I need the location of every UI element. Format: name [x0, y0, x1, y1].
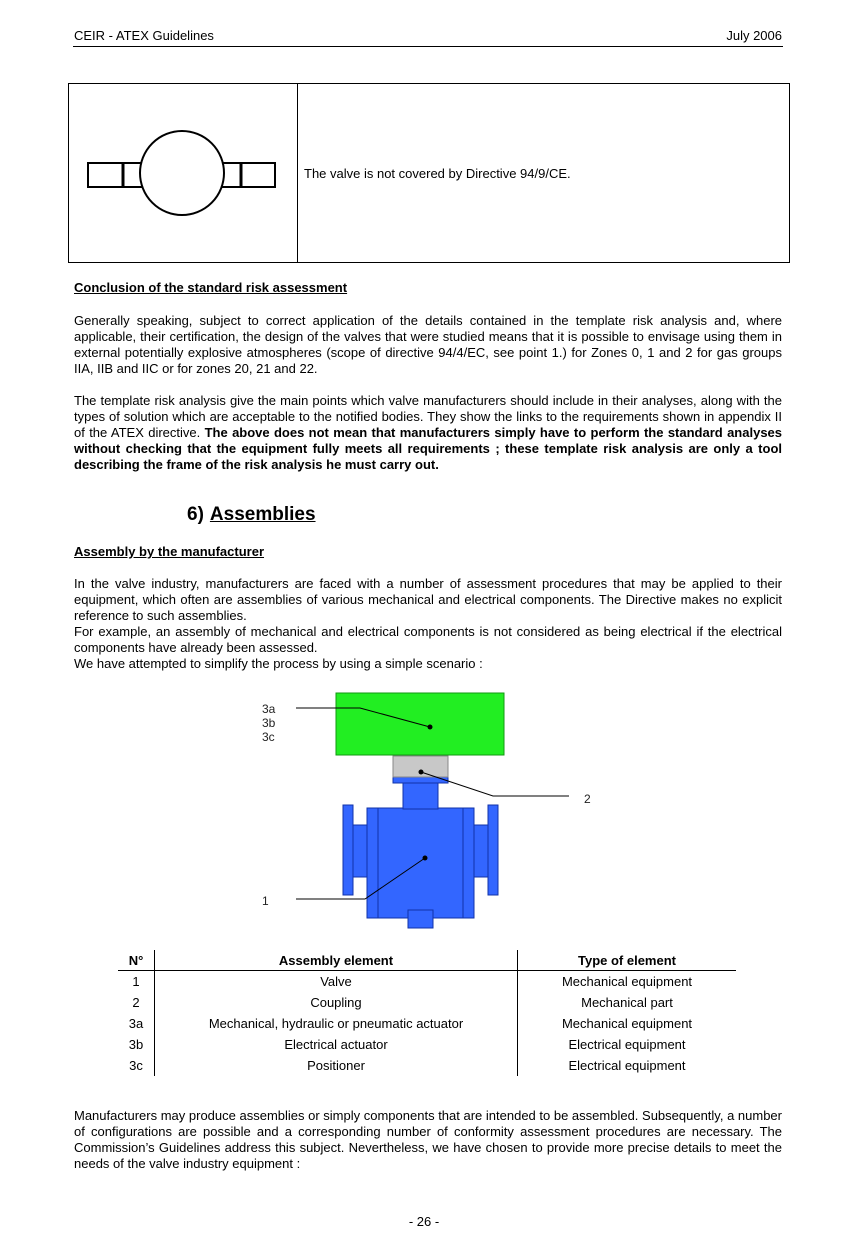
conclusion-heading: Conclusion of the standard risk assessment — [74, 280, 348, 295]
table-row — [118, 971, 736, 993]
row-number: 2 — [118, 992, 155, 1013]
callout-dot-3 — [428, 725, 433, 730]
assembly-table — [118, 950, 736, 1076]
row-number: 3a — [118, 1013, 155, 1034]
conclusion-paragraph-1: Generally speaking, subject to correct application of the details contained in the template risk analysis and, where applicable, their certification, the design of the valves that were studied means that it is possible to envisage using them in external potentially explosive atmospheres (scope of directive 94/4/EC, see point 1.) for Zones 0, 1 and 2 for gas groups IIA, IIB and IIC or for zones 20, 21 and 22. — [74, 313, 782, 376]
closing-paragraph: Manufacturers may produce assemblies or simply components that are intended to be assembled. Subsequently, a number of configurations are possible and a corresponding number of conformity assessment procedures are necessary. The Commission’s Guidelines address this subject. Nevertheless, we have chosen to provide more precise details to meet the needs of the valve industry equipment : — [74, 1108, 782, 1171]
assembly-paragraph-2: For example, an assembly of mechanical and electrical components is not considered as being electrical if the electrical components have already been assessed. — [74, 624, 782, 655]
row-type: Mechanical equipment — [561, 974, 693, 989]
assembly-paragraph-1: In the valve industry, manufacturers are faced with a number of assessment procedures that may be applied to their equipment, which often are assemblies of various mechanical and electrical components. The Directive makes no explicit reference to such assemblies. — [74, 576, 782, 623]
valve-body — [343, 782, 498, 928]
label-3a: 3a — [262, 702, 276, 716]
assembly-heading: Assembly by the manufacturer — [74, 544, 265, 559]
col-header-number: N° — [118, 950, 155, 971]
coupling — [393, 756, 448, 783]
row-type: Electrical equipment — [568, 1058, 686, 1073]
callout-dot-1 — [423, 856, 428, 861]
label-2: 2 — [584, 792, 591, 806]
assembly-paragraph-3: We have attempted to simplify the process by using a simple scenario : — [74, 656, 483, 671]
table-row — [118, 1055, 736, 1076]
table-row — [118, 1013, 736, 1034]
row-type: Mechanical part — [581, 995, 673, 1010]
row-number: 3b — [118, 1034, 155, 1055]
label-3b: 3b — [262, 716, 276, 730]
row-number: 1 — [118, 971, 155, 993]
table-row — [118, 992, 736, 1013]
col-header-type: Type of element — [518, 950, 737, 971]
conclusion-paragraph-2-bold: The above does not mean that manufacturers simply have to perform the standard analyses without checking that the equipment fully meets all requirements ; these template risk analysis are only a tool describing the frame of the risk analysis he must carry out. — [74, 425, 783, 472]
table-row — [118, 1034, 736, 1055]
conclusion-paragraph-2-text: The template risk analysis give the main points which valve manufacturers should include in their analyses, along with the types of solution which are acceptable to the notified bodies. They show the links to the requirements shown in appendix II of the ATEX directive. — [74, 393, 782, 440]
valve-note: The valve is not covered by Directive 94/9/CE. — [304, 166, 571, 181]
row-element: Coupling — [155, 992, 518, 1013]
row-type: Electrical equipment — [568, 1037, 686, 1052]
page-number: - 26 - — [408, 1214, 440, 1229]
row-element: Positioner — [155, 1055, 518, 1076]
chapter-title: Assemblies — [209, 504, 316, 525]
row-element: Electrical actuator — [155, 1034, 518, 1055]
header-title: CEIR - ATEX Guidelines — [74, 28, 214, 43]
chapter-number: 6) — [187, 504, 204, 525]
header-date: July 2006 — [726, 28, 782, 43]
row-number: 3c — [118, 1055, 155, 1076]
row-element: Valve — [155, 971, 518, 993]
label-1: 1 — [262, 894, 269, 908]
col-header-element: Assembly element — [155, 950, 518, 971]
table-header-row — [118, 950, 736, 971]
callout-dot-2 — [419, 770, 424, 775]
row-element: Mechanical, hydraulic or pneumatic actuator — [155, 1013, 518, 1034]
row-type: Mechanical equipment — [561, 1016, 693, 1031]
label-3c: 3c — [262, 730, 275, 744]
